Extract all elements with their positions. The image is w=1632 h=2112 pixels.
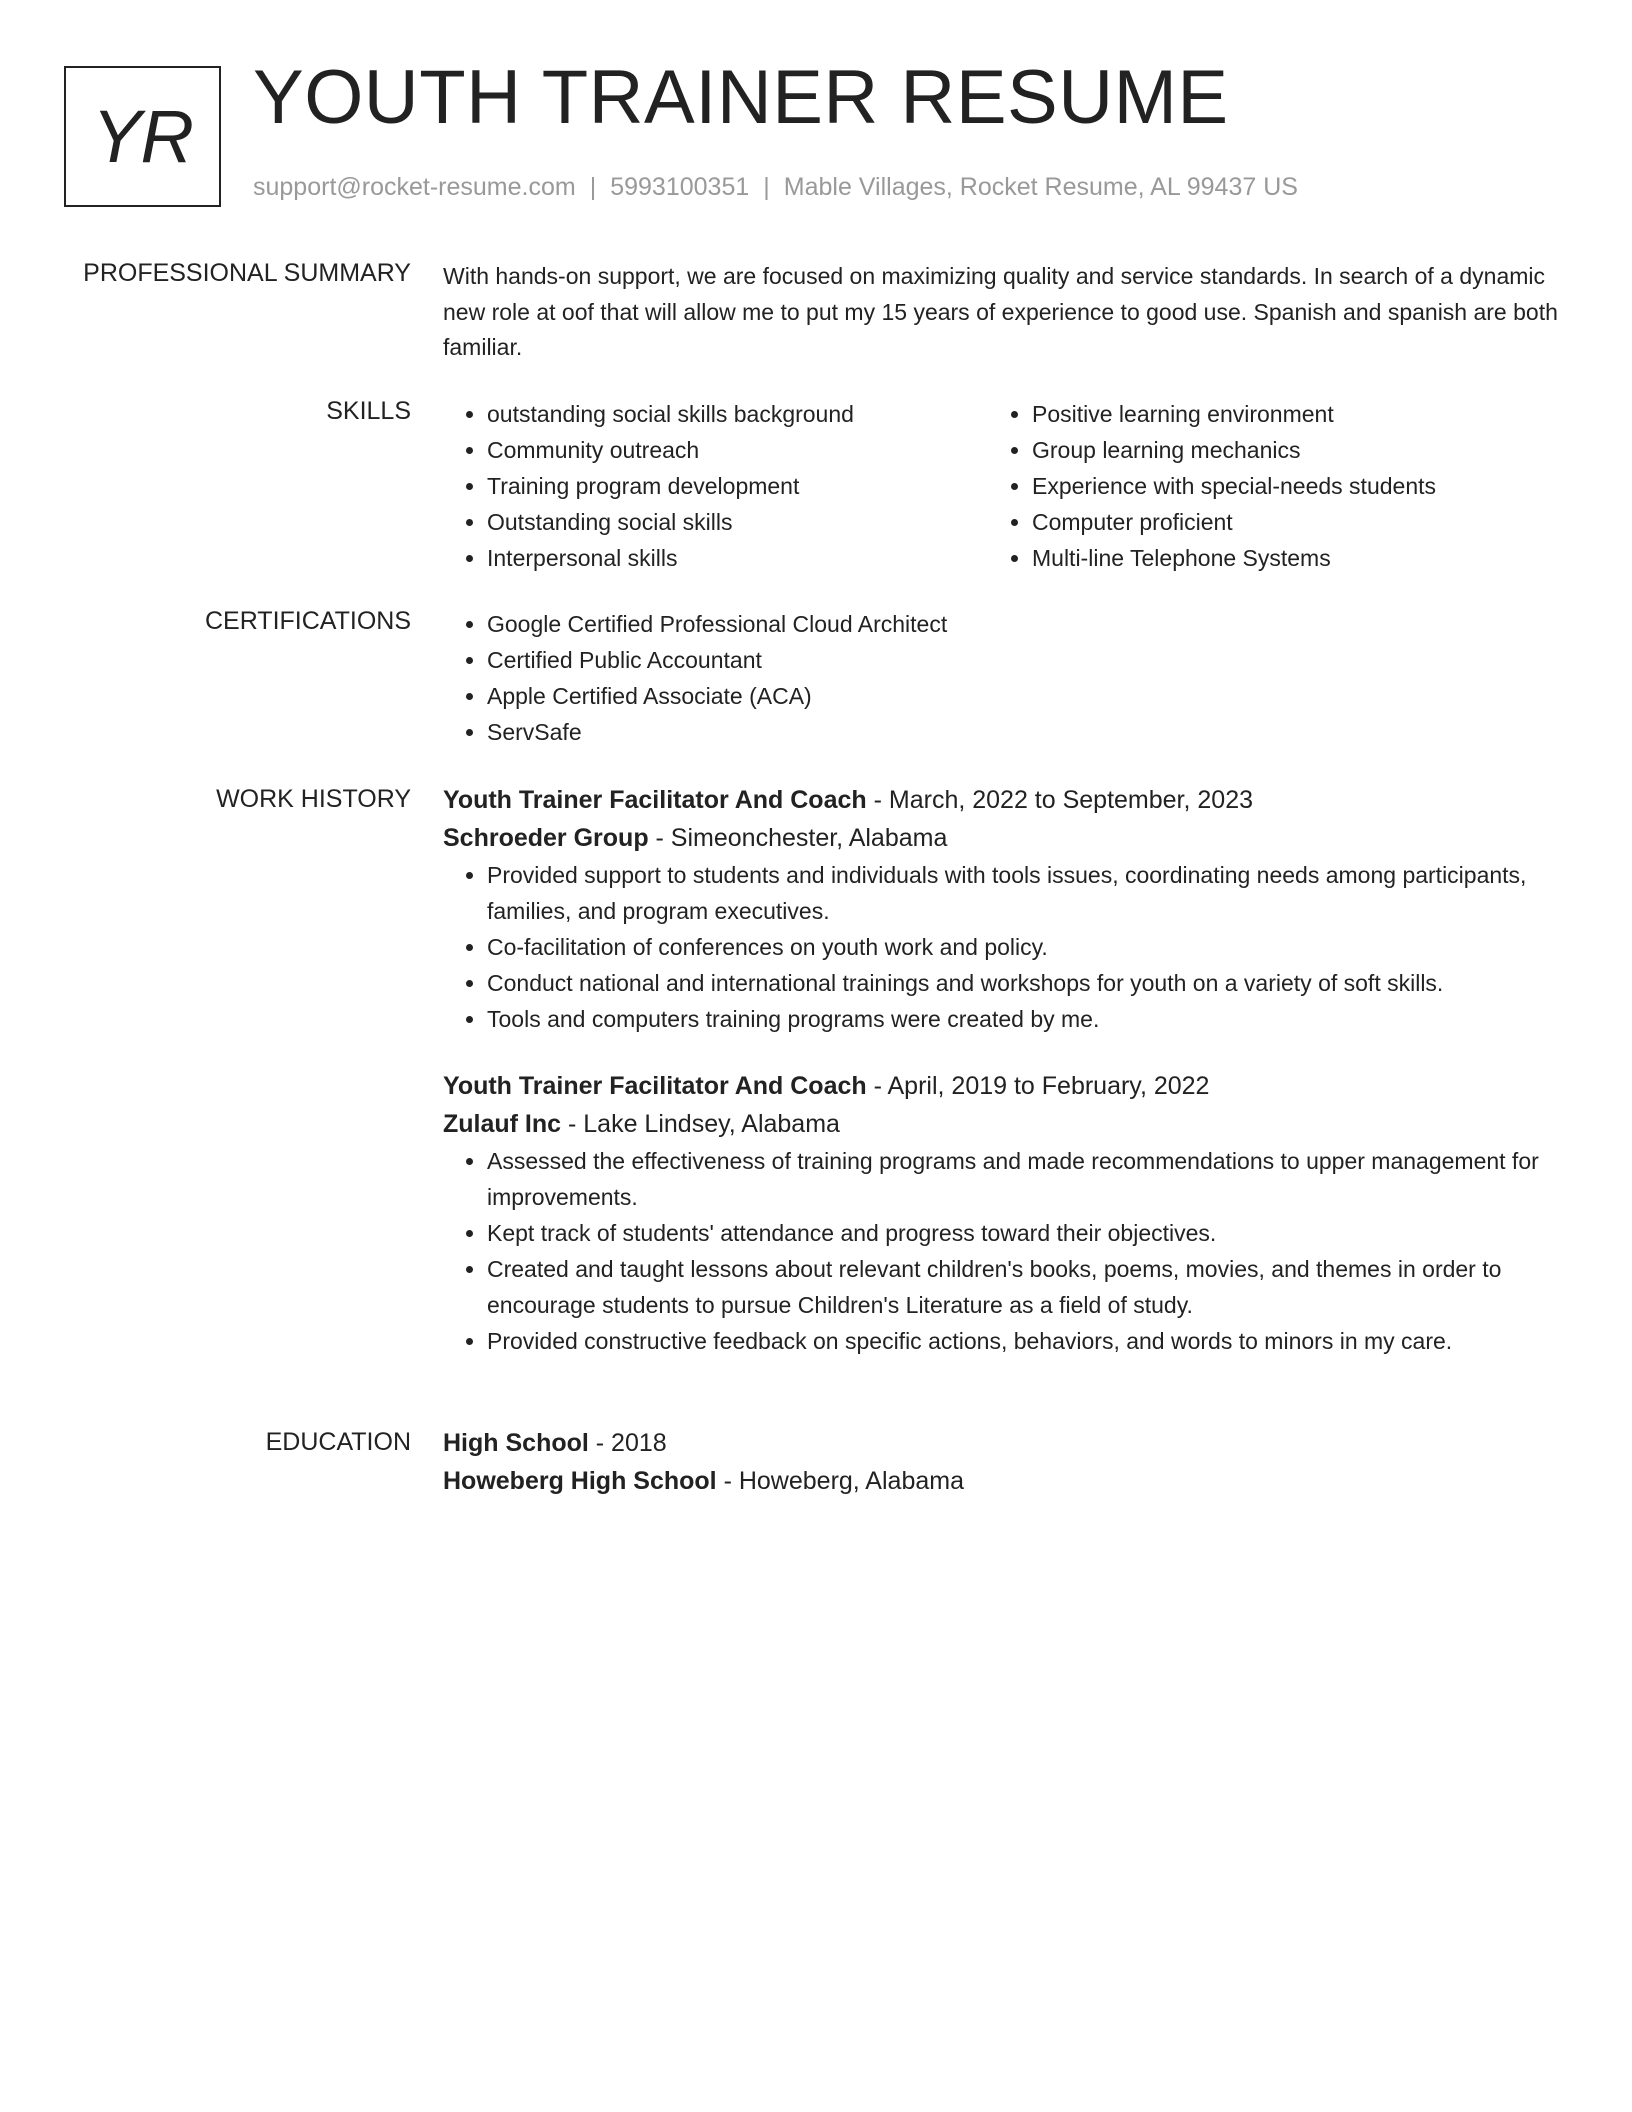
list-item: • ServSafe bbox=[487, 714, 1565, 750]
skills-list-left bbox=[443, 396, 988, 576]
list-item: • Tools and computers training programs were created by me. bbox=[487, 1001, 1565, 1037]
education-degree-line bbox=[443, 1424, 1565, 1462]
work-history-body bbox=[443, 781, 1565, 1359]
list-item: • Outstanding social skills bbox=[487, 504, 988, 540]
list-item: • Experience with special-needs students bbox=[1032, 468, 1533, 504]
list-item: • Community outreach bbox=[487, 432, 988, 468]
skills-grid bbox=[443, 396, 1565, 576]
monogram-initials: YR bbox=[92, 94, 193, 178]
section-label-summary: PROFESSIONAL SUMMARY bbox=[83, 259, 411, 287]
list-item: • Positive learning environment bbox=[1032, 396, 1533, 432]
contact-email[interactable]: support@rocket-resume.com bbox=[253, 173, 576, 201]
skills-list-right bbox=[988, 396, 1533, 576]
education-year: - 2018 bbox=[588, 1429, 667, 1457]
list-item: • Group learning mechanics bbox=[1032, 432, 1533, 468]
list-item: • Created and taught lessons about relevant children's books, poems, movies, and themes in order to encourage students to pursue Children's Literature as a field of study. bbox=[487, 1251, 1565, 1323]
job-company-line bbox=[443, 819, 1565, 857]
job-bullets bbox=[443, 1143, 1565, 1359]
job-entry bbox=[443, 781, 1565, 1037]
job-dates: - April, 2019 to February, 2022 bbox=[866, 1072, 1210, 1100]
list-item: • Kept track of students' attendance and progress toward their objectives. bbox=[487, 1215, 1565, 1251]
certifications-list bbox=[443, 606, 1565, 750]
list-item: • Certified Public Accountant bbox=[487, 642, 1565, 678]
job-title: Youth Trainer Facilitator And Coach bbox=[443, 1072, 867, 1100]
list-item: • Apple Certified Associate (ACA) bbox=[487, 678, 1565, 714]
education-location: - Howeberg, Alabama bbox=[716, 1467, 964, 1495]
education-school-line bbox=[443, 1462, 1565, 1500]
section-label-skills: SKILLS bbox=[326, 397, 411, 425]
job-title: Youth Trainer Facilitator And Coach bbox=[443, 786, 867, 814]
section-label-certifications: CERTIFICATIONS bbox=[204, 607, 411, 635]
list-item: • Interpersonal skills bbox=[487, 540, 988, 576]
education-school: Howeberg High School bbox=[443, 1467, 717, 1495]
list-item: • Provided constructive feedback on specific actions, behaviors, and words to minors in my care. bbox=[487, 1323, 1565, 1359]
contact-separator: | bbox=[589, 173, 597, 201]
list-item: • Assessed the effectiveness of training programs and made recommendations to upper management for improvements. bbox=[487, 1143, 1565, 1215]
job-company-line bbox=[443, 1105, 1565, 1143]
summary-body bbox=[443, 259, 1565, 366]
list-item: • Multi-line Telephone Systems bbox=[1032, 540, 1533, 576]
skills-column-left bbox=[443, 396, 988, 576]
certifications-body bbox=[443, 606, 1565, 750]
section-label-work-history: WORK HISTORY bbox=[216, 785, 411, 813]
summary-text: With hands-on support, we are focused on maximizing quality and service standards. In search of a dynamic new role at oof that will allow me to put my 15 years of experience to good use. Spanish and spanish are both familiar. bbox=[443, 263, 1558, 360]
section-label-education: EDUCATION bbox=[265, 1428, 411, 1456]
job-title-line bbox=[443, 1067, 1565, 1105]
job-company: Schroeder Group bbox=[443, 824, 649, 852]
contact-address: Mable Villages, Rocket Resume, AL 99437 US bbox=[783, 173, 1298, 201]
education-degree: High School bbox=[443, 1429, 589, 1457]
contact-phone[interactable]: 5993100351 bbox=[610, 173, 750, 201]
job-entry bbox=[443, 1067, 1565, 1359]
job-title-line bbox=[443, 781, 1565, 819]
job-location: - Simeonchester, Alabama bbox=[648, 824, 948, 852]
list-item: • Conduct national and international trainings and workshops for youth on a variety of soft skills. bbox=[487, 965, 1565, 1001]
contact-line bbox=[253, 172, 1298, 202]
job-dates: - March, 2022 to September, 2023 bbox=[866, 786, 1254, 814]
list-item: • Co-facilitation of conferences on youth work and policy. bbox=[487, 929, 1565, 965]
resume-title: YOUTH TRAINER RESUME bbox=[253, 55, 1229, 140]
job-bullets bbox=[443, 857, 1565, 1037]
education-body bbox=[443, 1424, 1565, 1500]
job-location: - Lake Lindsey, Alabama bbox=[561, 1110, 840, 1138]
skills-body bbox=[443, 396, 1565, 576]
skills-column-right bbox=[988, 396, 1533, 576]
job-company: Zulauf Inc bbox=[443, 1110, 562, 1138]
monogram-box bbox=[64, 66, 221, 207]
list-item: • outstanding social skills background bbox=[487, 396, 988, 432]
list-item: • Provided support to students and individuals with tools issues, coordinating needs among participants, families, and program executives. bbox=[487, 857, 1565, 929]
list-item: • Computer proficient bbox=[1032, 504, 1533, 540]
contact-separator: | bbox=[763, 173, 770, 201]
list-item: • Google Certified Professional Cloud Architect bbox=[487, 606, 1565, 642]
list-item: • Training program development bbox=[487, 468, 988, 504]
